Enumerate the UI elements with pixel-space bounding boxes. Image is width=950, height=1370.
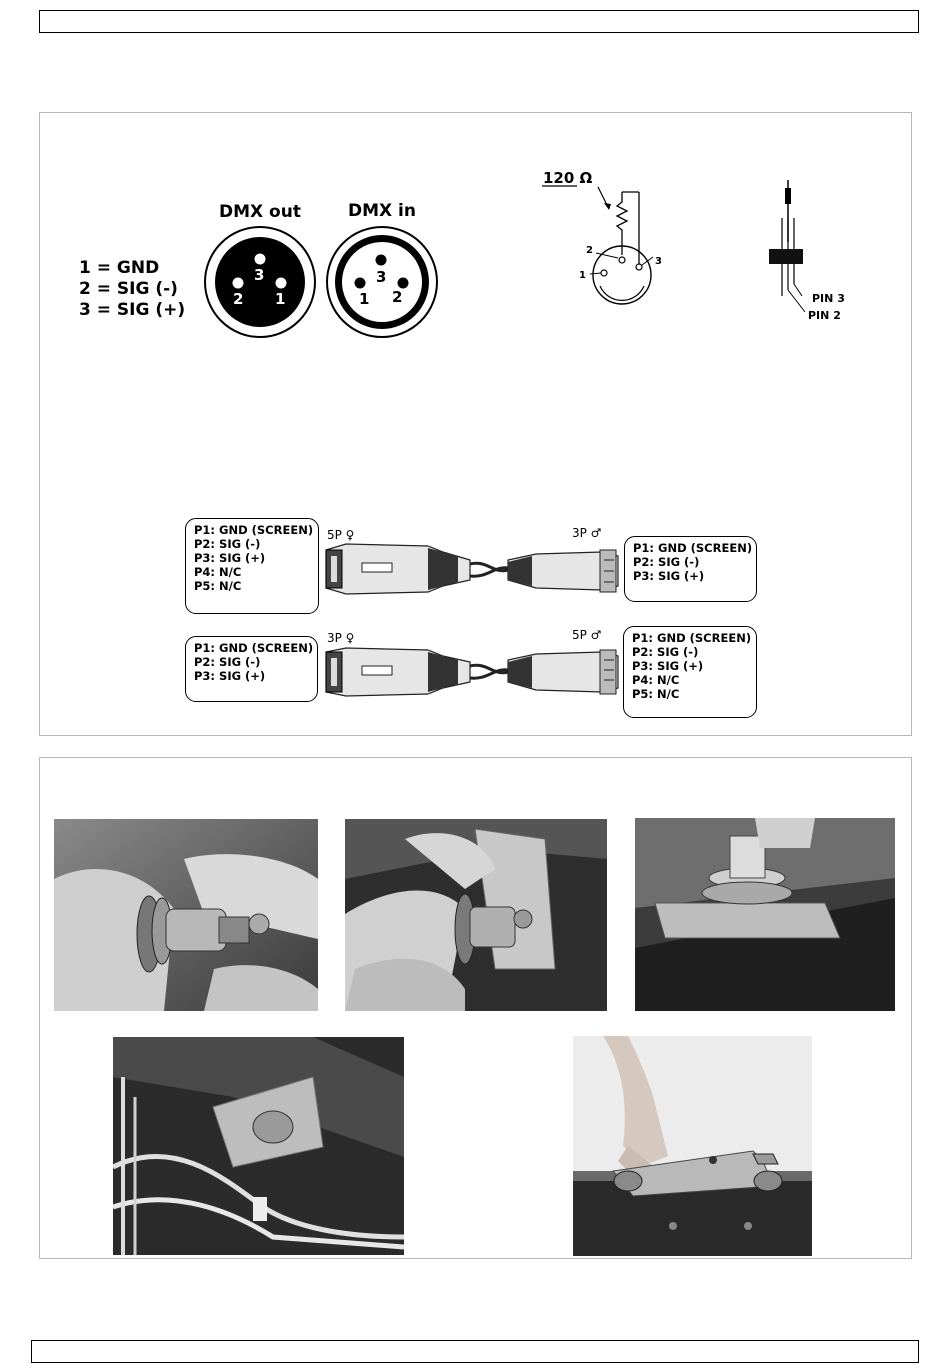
adapter-1-right-line-1: P1: GND (SCREEN) (633, 541, 753, 555)
adapter-2-right-line-1: P1: GND (SCREEN) (632, 631, 752, 645)
pin-legend-line-3: 3 = SIG (+) (79, 300, 186, 320)
terminator-pin-3: 3 (655, 256, 662, 267)
dmx-in-pin-2: 2 (392, 288, 403, 306)
adapter-2-right-line-2: P2: SIG (-) (632, 645, 699, 659)
adapter-cable-5p-to-3p (318, 530, 630, 620)
adapter-2-left-line-1: P1: GND (SCREEN) (194, 641, 314, 655)
adapter-2-left-callout (185, 636, 318, 702)
page-footer-bar (31, 1340, 919, 1363)
adapter-1-left-line-1: P1: GND (SCREEN) (194, 523, 314, 537)
dmx-out-title: DMX out (219, 202, 301, 222)
adapter-2-left-gender: 3P ♀ (327, 631, 355, 645)
photo-connector-washers (54, 819, 318, 1011)
dmx-out-connector (202, 224, 318, 340)
adapter-1-left-line-3: P3: SIG (+) (194, 551, 266, 565)
terminator-pin-1: 1 (579, 270, 586, 281)
adapter-1-left-line-5: P5: N/C (194, 579, 242, 593)
pin-legend-line-2: 2 = SIG (-) (79, 279, 178, 299)
pin-legend (79, 258, 185, 321)
dmx-in-connector (324, 224, 440, 340)
dmx-in-pin-1: 1 (359, 290, 370, 308)
adapter-1-left-line-4: P4: N/C (194, 565, 242, 579)
dmx-out-pin-3: 3 (254, 266, 265, 284)
photo-bolt-on-plate (635, 818, 895, 1011)
resistor-label: 120 Ω (543, 169, 593, 187)
pin-legend-line-1: 1 = GND (79, 258, 160, 278)
terminator-schematic (540, 165, 680, 325)
adapter-1-right-line-2: P2: SIG (-) (633, 555, 700, 569)
terminator-pin-2: 2 (586, 245, 593, 256)
dmx-in-pin-3: 3 (376, 268, 387, 286)
dmx-out-pin-1: 1 (275, 290, 286, 308)
adapter-2-left-line-3: P3: SIG (+) (194, 669, 266, 683)
adapter-1-right-callout (624, 536, 757, 602)
adapter-2-right-line-4: P4: N/C (632, 673, 680, 687)
adapter-1-left-gender: 5P ♀ (327, 528, 355, 542)
adapter-2-right-callout (623, 626, 757, 718)
adapter-2-right-line-3: P3: SIG (+) (632, 659, 704, 673)
dmx-out-pin-2: 2 (233, 290, 244, 308)
pin-3-label: PIN 3 (812, 292, 845, 305)
adapter-2-left-line-2: P2: SIG (-) (194, 655, 261, 669)
page-header-bar (39, 10, 919, 33)
adapter-1-left-line-2: P2: SIG (-) (194, 537, 261, 551)
adapter-cable-3p-to-5p (318, 640, 630, 724)
dmx-in-title: DMX in (348, 201, 416, 221)
pin-2-label: PIN 2 (808, 309, 841, 322)
adapter-1-right-gender: 3P ♂ (572, 526, 602, 540)
photo-bracket-mount (345, 819, 607, 1011)
adapter-1-left-callout (185, 518, 319, 614)
photo-installed-connector-wiring (113, 1037, 404, 1255)
adapter-1-right-line-3: P3: SIG (+) (633, 569, 705, 583)
photo-wing-nut-bracket (573, 1036, 812, 1256)
adapter-2-right-line-5: P5: N/C (632, 687, 680, 701)
adapter-2-right-gender: 5P ♂ (572, 628, 602, 642)
